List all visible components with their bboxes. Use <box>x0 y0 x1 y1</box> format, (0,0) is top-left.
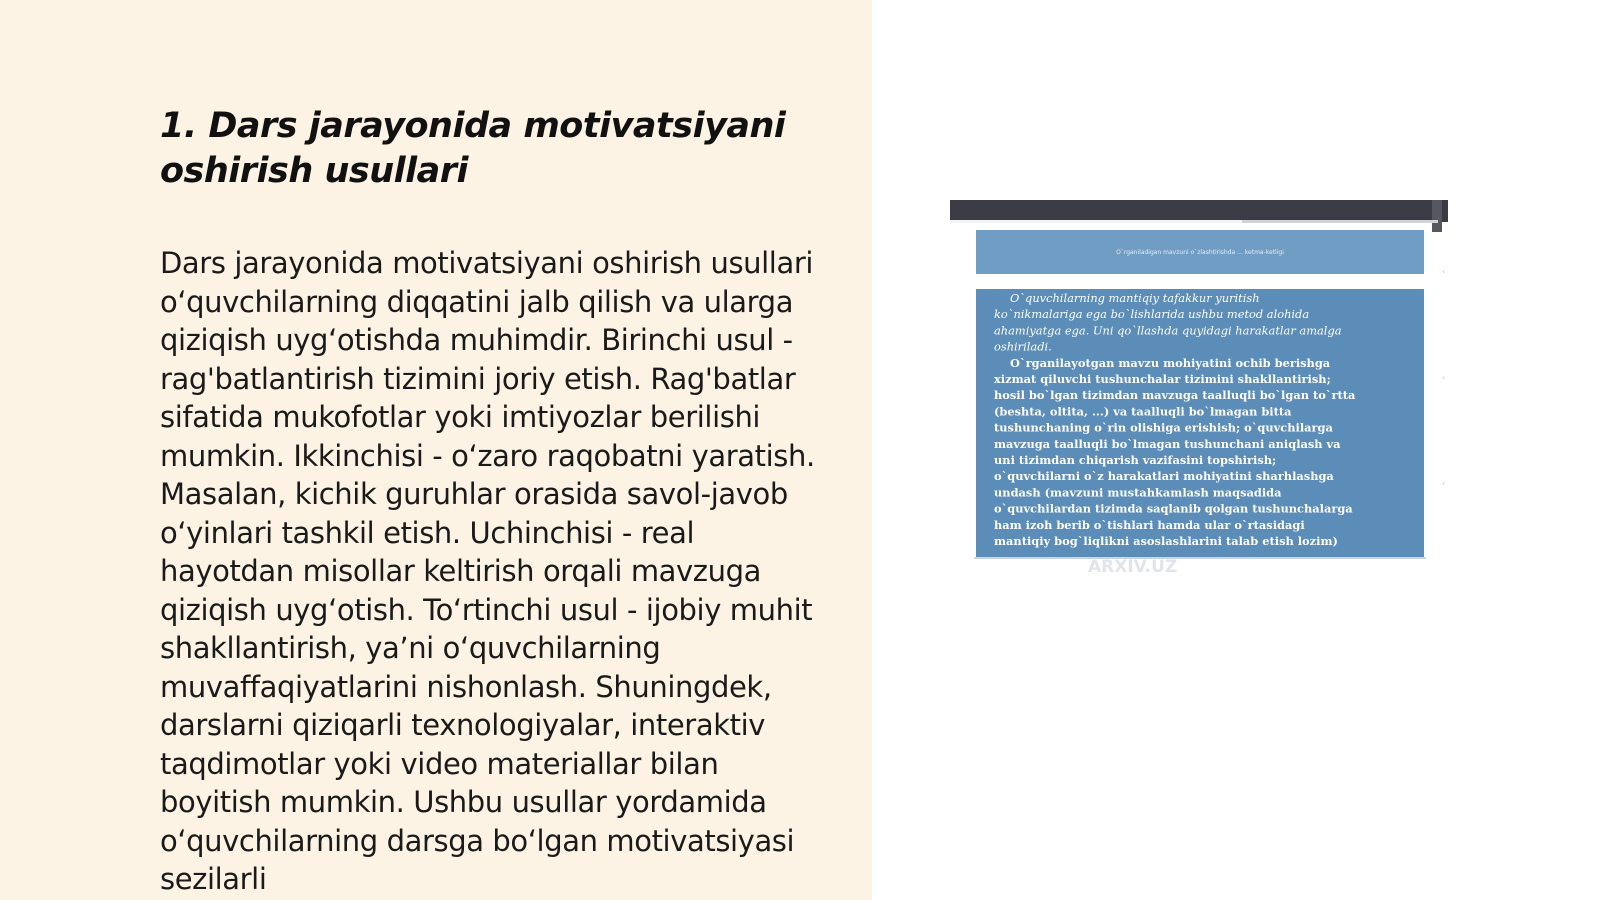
slide-screenshot-image <box>950 200 1450 580</box>
slide-header-caption: O`rganiladigan mavzuni o`zlashtirishda ... ketma-ketligi <box>1116 249 1284 256</box>
slide-body-line: undash (mavzuni mustahkamlash maqsadida <box>994 485 1282 500</box>
slide-body-line: mantiqiy bog`liqlikni asoslashlarini talab etish lozim) <box>994 534 1338 548</box>
slide-body-line: ko`nikmalariga ega bo`lishlarida ushbu metod alohida <box>994 307 1310 322</box>
slide-body-line: oshiriladi. <box>994 339 1052 354</box>
slide-watermark: ARXIV.UZ <box>1088 557 1178 577</box>
slide-body-line: o`quvchilardan tizimda saqlanib qolgan tushunchalarga <box>994 501 1353 516</box>
slide-body-line: o`quvchilarni o`z harakatlari mohiyatini sharhlashga <box>994 469 1334 484</box>
slide-body-line: tushunchaning o`rin olishiga erishish; o`quvchilarga <box>994 420 1333 435</box>
section-title: 1. Dars jarayonida motivatsiyani oshirish usullari <box>160 106 786 191</box>
slide-body-line: O`rganilayotgan mavzu mohiyatini ochib berishga <box>1010 355 1331 370</box>
slide-top-bar <box>950 200 1448 222</box>
svg-text:‹: ‹ <box>1442 373 1446 382</box>
svg-text:‹: ‹ <box>1442 267 1446 276</box>
slide-body-line: ham izoh berib o`tishlari hamda ular o`rtasidagi <box>994 517 1305 532</box>
slide-body-line: O`quvchilarning mantiqiy tafakkur yuritish <box>1010 291 1260 305</box>
svg-text:‹: ‹ <box>1442 479 1446 488</box>
slide-body-line: mavzuga taalluqli bo`lmagan tushunchani aniqlash va <box>994 436 1341 451</box>
slide-body-line: ahamiyatga ega. Uni qo`llashda quyidagi harakatlar amalga <box>994 323 1342 338</box>
slide-body-line: (beshta, oltita, ...) va taalluqli bo`lmagan bitta <box>994 404 1292 419</box>
section-body: Dars jarayonida motivatsiyani oshirish usullari o‘quvchilarning diqqatini jalb qilish va ularga qiziqish uyg‘otishda muhimdir. Birinchi usul - rag'batlantirish tizimini joriy etish. Rag'batlar sifatida mukofotlar yoki imtiyozlar berilishi mumkin. Ikkinchisi - o‘zaro raqobatni yaratish. Masalan, kichik guruhlar orasida savol-javob o‘yinlari tashkil etish. Uchinchisi - real hayotdan misollar keltirish orqali mavzuga qiziqish uyg‘otish. To‘rtinchi usul - ijobiy muhit shakllantirish, ya’ni o‘quvchilarning muvaffaqiyatlarini nishonlash. Shuningdek, darslarni qiziqarli texnologiyalar, interaktiv taqdimotlar yoki video materiallar bilan boyitish mumkin. Ushbu usullar yordamida o‘quvchilarning darsga bo‘lgan motivatsiyasi sezilarli <box>160 246 815 896</box>
slide-body-line: uni tizimdan chiqarish vazifasini topshirish; <box>994 453 1277 467</box>
slide-body-line: xizmat qiluvchi tushunchalar tizimini shakllantirish; <box>994 372 1331 386</box>
slide-body-line: hosil bo`lgan tizimdan mavzuga taalluqli bo`lgan to`rtta <box>994 388 1356 403</box>
